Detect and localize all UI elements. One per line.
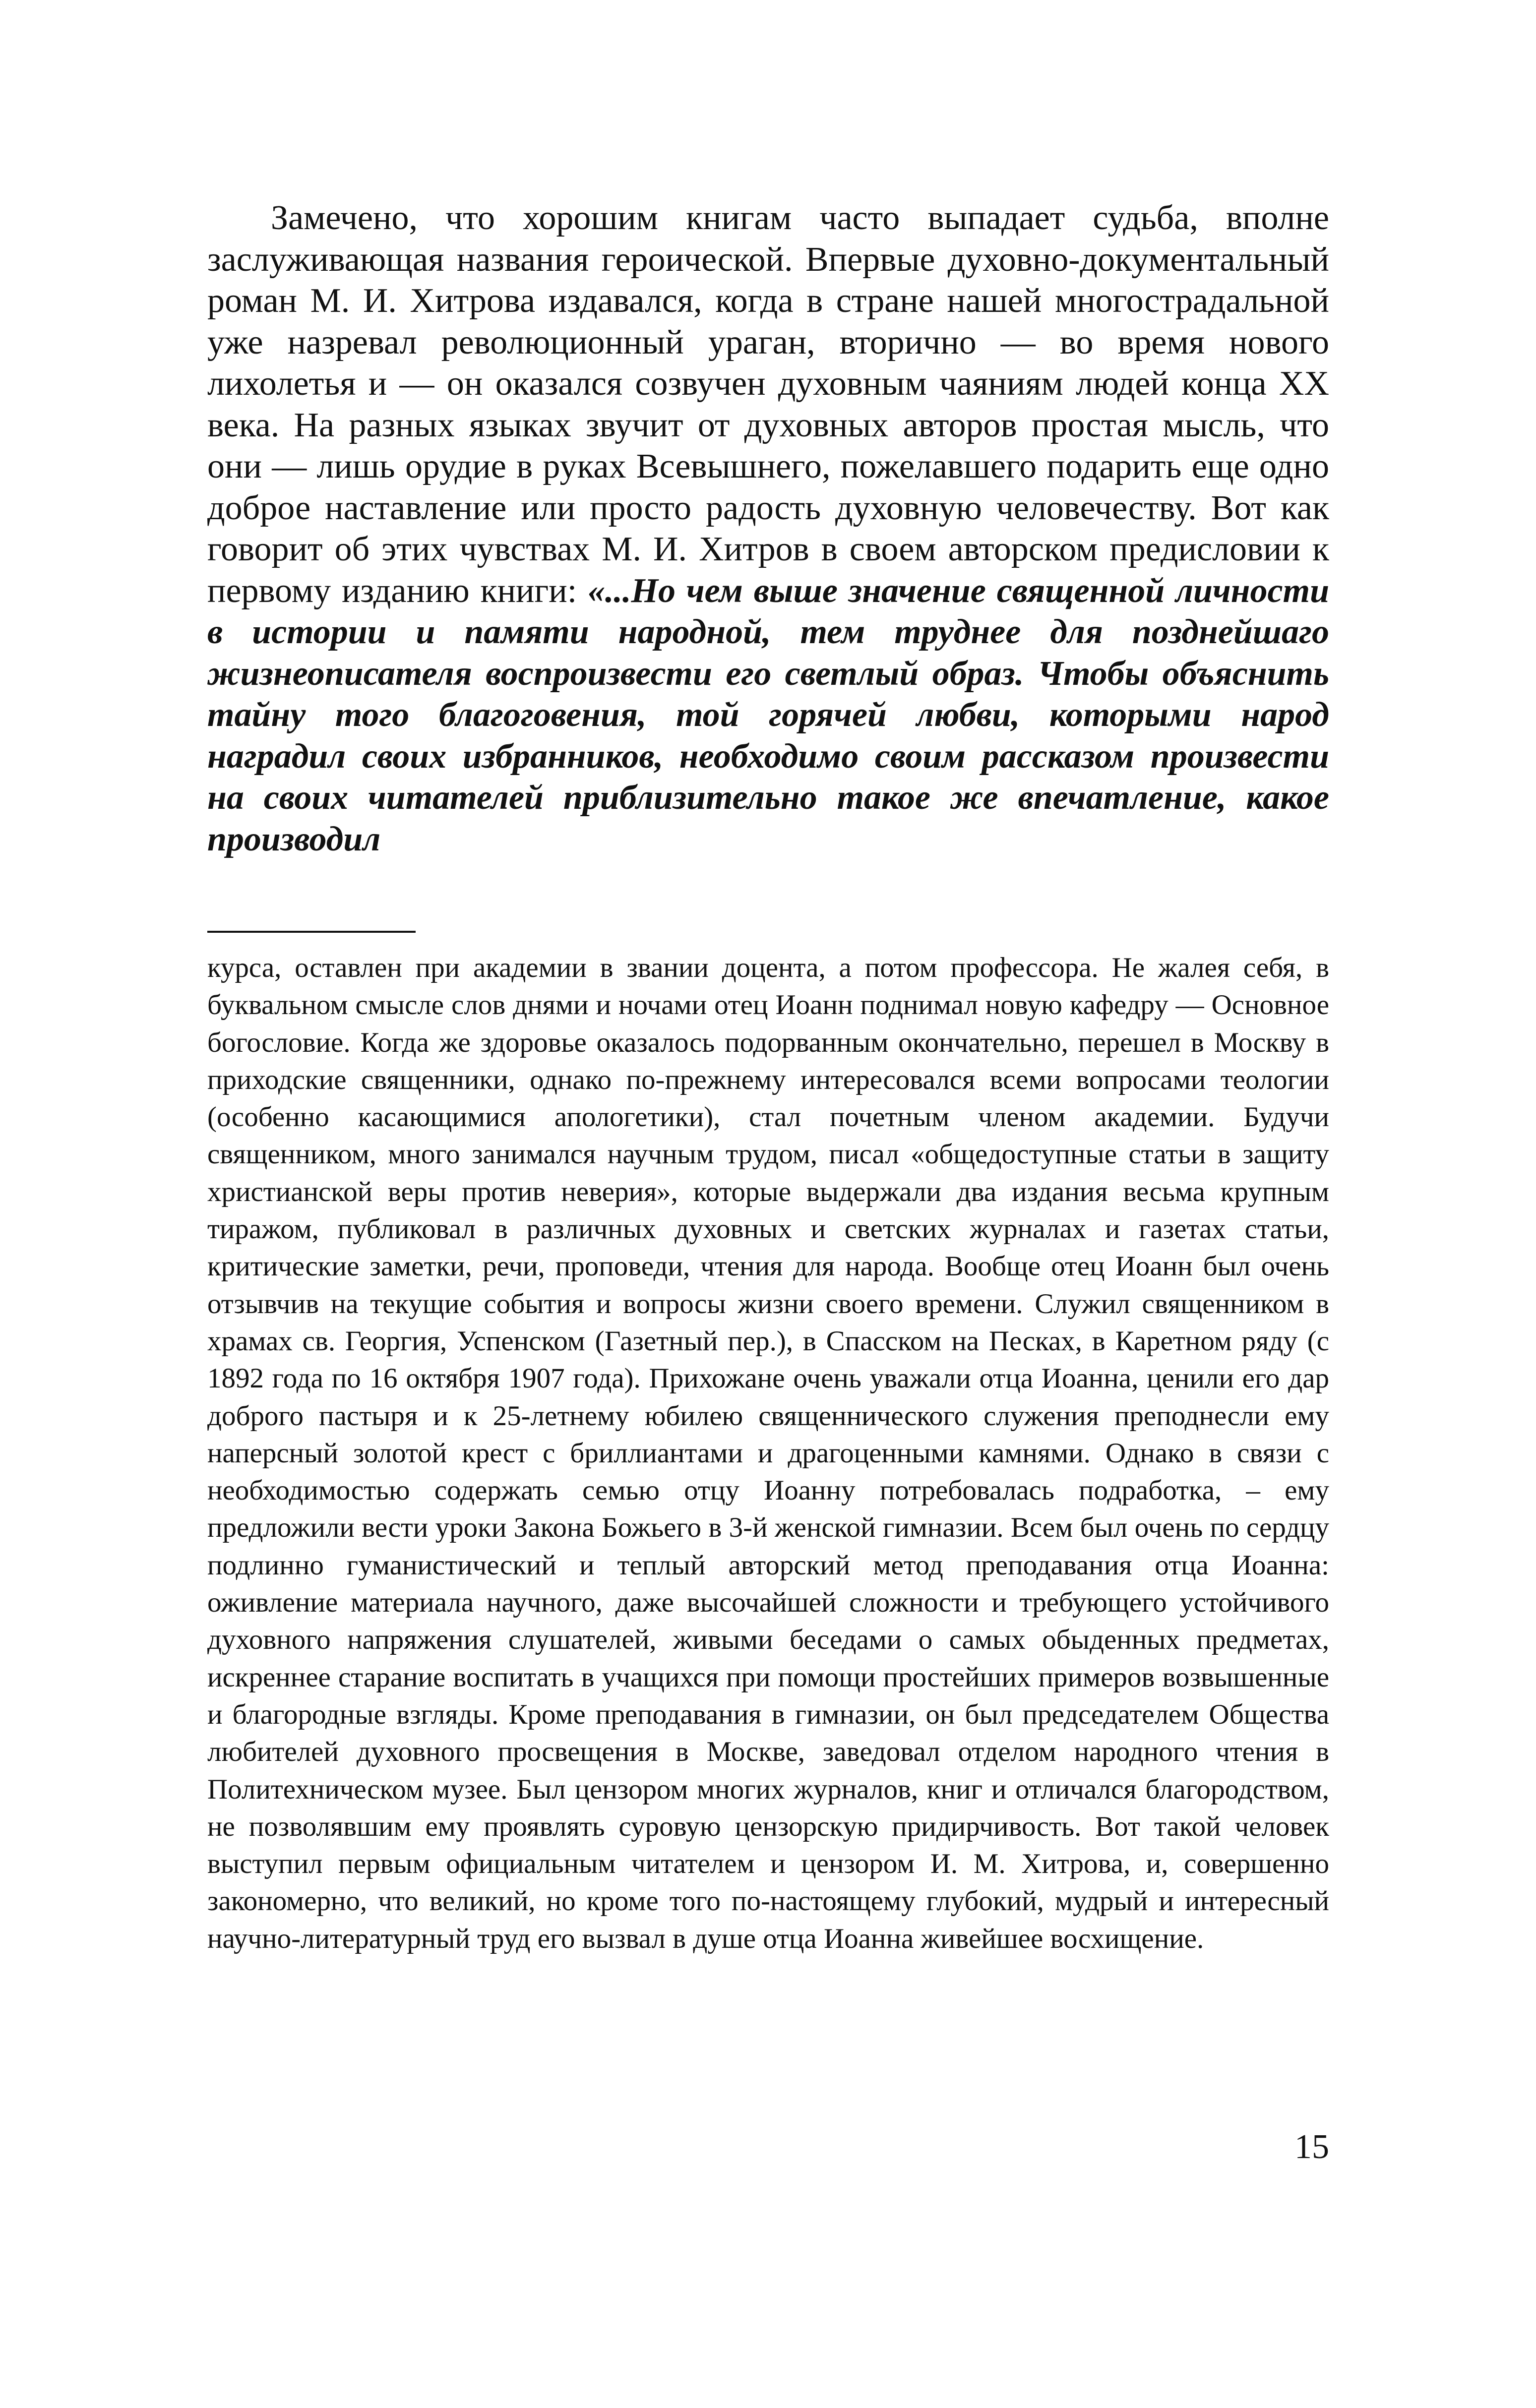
main-paragraph — [207, 197, 1329, 860]
page-number: 15 — [1294, 2128, 1329, 2166]
footnote-text: курса, оставлен при академии в звании доцента, а потом профессора. Не жалея себя, в буквальном смысле слов днями и ночами отец Иоанн поднимал новую кафедру — Основное богословие. Когда же здоровье оказалось подорванным окончательно, перешел в Москву в приходские священники, однако по-прежнему интересовался всеми вопросами теологии (особенно касающимися апологетики), стал почетным членом академии. Будучи священником, много занимался научным трудом, писал «общедоступные статьи в защиту христианской веры против неверия», которые выдержали два издания весьма крупным тиражом, публиковал в различных духовных и светских журналах и газетах статьи, критические заметки, речи, проповеди, чтения для народа. Вообще отец Иоанн был очень отзывчив на текущие события и вопросы жизни своего времени. Служил священником в храмах св. Георгия, Успенском (Газетный пер.), в Спасском на Песках, в Каретном ряду (с 1892 года по 16 октября 1907 года). Прихожане очень уважали отца Иоанна, ценили его дар доброго пастыря и к 25-летнему юбилею священнического служения преподнесли ему наперсный золотой крест с бриллиантами и драгоценными камнями. Однако в связи с необходимостью содержать семью отцу Иоанну потребовалась подработка, – ему предложили вести уроки Закона Божьего в 3-й женской гимназии. Всем был очень по сердцу подлинно гуманистический и теплый авторский метод преподавания отца Иоанна: оживление материала научного, даже высочайшей сложности и требующего устойчивого духовного напряжения слушателей, живыми беседами о самых обыденных предметах, искреннее старание воспитать в учащихся при помощи простейших примеров возвышенные и благородные взгляды. Кроме преподавания в гимназии, он был председателем Общества любителей духовного просвещения в Москве, заведовал отделом народного чтения в Политехническом музее. Был цензором многих журналов, книг и отличался благородством, не позволявшим ему проявлять суровую цензорскую придирчивость. Вот такой человек выступил первым официальным читателем и цензором И. М. Хитрова, и, совершенно закономерно, что великий, но кроме того по-настоящему глубокий, мудрый и интересный научно-литературный труд его вызвал в душе отца Иоанна живейшее восхищение. — [207, 952, 1329, 1954]
main-paragraph-quote: «...Но чем выше значение священной личности в истории и памяти народной, тем труднее для позднейшаго жизнеописателя воспроизвести его светлый образ. Чтобы объяснить тайну того благоговения, той горячей любви, которыми народ наградил своих избранников, необходимо своим рассказом произвести на своих читателей приблизительно такое же впечатление, какое производил — [207, 571, 1329, 858]
main-paragraph-text: Замечено, что хорошим книгам часто выпадает судьба, вполне заслуживающая названия героической. Впервые духовно-документальный роман М. И. Хитрова издавался, когда в стране нашей многострадальной уже назревал революционный ураган, вторично — во время нового лихолетья и — он оказался созвучен духовным чаяниям людей конца XX века. На разных языках звучит от духовных авторов простая мысль, что они — лишь орудие в руках Всевышнего, пожелавшего подарить еще одно доброе наставление или просто радость духовную человечеству. Вот как говорит об этих чувствах М. И. Хитров в своем авторском предисловии к первому изданию книги: — [207, 199, 1329, 610]
footnote-separator — [207, 931, 416, 933]
